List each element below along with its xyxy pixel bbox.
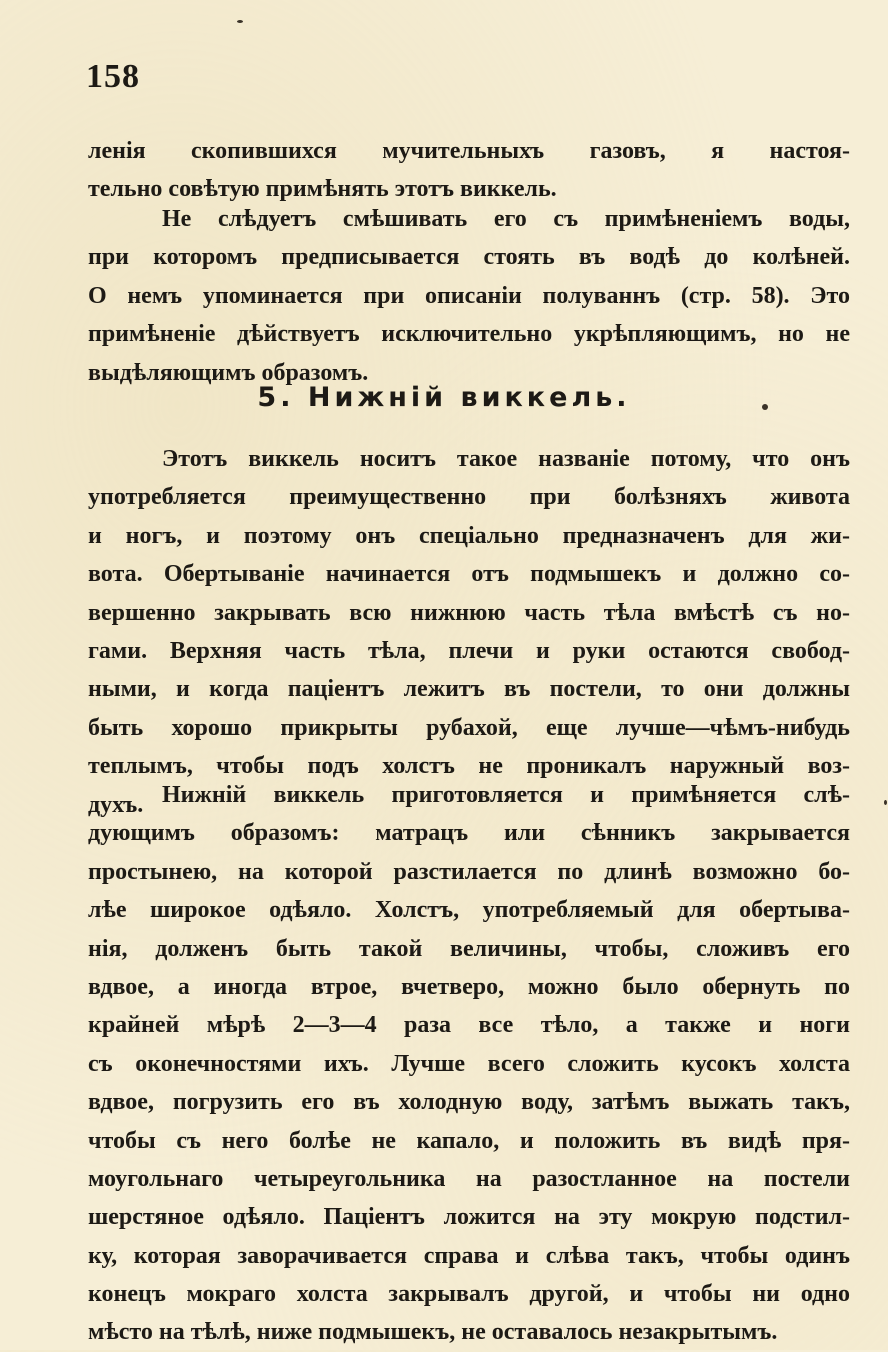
text-line: конецъ мокраго холста закрывалъ другой, и чтобы ни одно [88, 1281, 850, 1308]
text-line: О немъ упоминается при описаніи полуваннъ (стр. 58). Это [88, 282, 850, 309]
text-line: вершенно закрывать всю нижнюю часть тѣла вмѣстѣ съ но- [88, 599, 850, 626]
text-line: ку, которая заворачивается справа и слѣва такъ, чтобы одинъ [88, 1242, 850, 1269]
section-heading: 5. Нижній виккель. [257, 382, 631, 413]
text-line: теплымъ, чтобы подъ холстъ не проникалъ наружный воз- [88, 753, 850, 780]
text-line: Нижній виккель приготовляется и примѣняется слѣ- [162, 782, 850, 808]
text-line: вдвое, погрузить его въ холодную воду, затѣмъ выжать такъ, [88, 1089, 850, 1116]
text-line: выдѣляющимъ образомъ. [88, 359, 369, 386]
paragraph-continuation [88, 132, 850, 209]
text-line: простынею, на которой разстилается по длинѣ возможно бо- [88, 858, 850, 885]
ink-speck [762, 404, 768, 410]
paragraph-preparation [88, 776, 850, 1352]
text-line: чтобы съ него болѣе не капало, и положить въ видѣ пря- [88, 1127, 850, 1154]
text-line: крайней мѣрѣ 2—3—4 раза все тѣло, а также и ноги [88, 1012, 850, 1039]
text-line: моугольнаго четыреугольника на разостланное на постели [88, 1165, 850, 1192]
text-line: нія, долженъ быть такой величины, чтобы, сложивъ его [88, 935, 850, 962]
ink-speck [237, 20, 243, 23]
text-line: шерстяное одѣяло. Паціентъ ложится на эту мокрую подстил- [88, 1204, 850, 1231]
text-line: вдвое, а иногда втрое, вчетверо, можно было обернуть по [88, 973, 850, 1000]
text-line: употребляется преимущественно при болѣзняхъ живота [88, 484, 850, 511]
ink-speck [884, 800, 887, 805]
text-line: гами. Верхняя часть тѣла, плечи и руки остаются свобод- [88, 637, 850, 664]
text-line: лѣе широкое одѣяло. Холстъ, употребляемый для обертыва- [88, 897, 850, 924]
text-line: при которомъ предписывается стоять въ водѣ до колѣней. [88, 244, 850, 271]
text-line: вота. Обертываніе начинается отъ подмышекъ и должно со- [88, 561, 850, 588]
text-line: съ оконечностями ихъ. Лучше всего сложить кусокъ холста [88, 1050, 850, 1077]
text-line: Этотъ виккель носитъ такое названіе потому, что онъ [162, 446, 850, 472]
page-number: 158 [86, 58, 140, 95]
text-line: духъ. [88, 791, 144, 818]
text-line: тельно совѣтую примѣнять этотъ виккель. [88, 176, 557, 203]
text-line: и ногъ, и поэтому онъ спеціально предназначенъ для жи- [88, 522, 850, 549]
text-line: ленія скопившихся мучительныхъ газовъ, я настоя- [88, 138, 850, 164]
text-line: Не слѣдуетъ смѣшивать его съ примѣненіемъ воды, [162, 206, 850, 232]
text-line: быть хорошо прикрыты рубахой, еще лучше—чѣмъ-нибудь [88, 714, 850, 741]
text-line: дующимъ образомъ: матрацъ или сѣнникъ закрывается [88, 820, 850, 847]
text-line: мѣсто на тѣлѣ, ниже подмышекъ, не оставалось незакрытымъ. [88, 1319, 778, 1346]
paragraph-lower-wrap-intro [88, 440, 850, 824]
text-line: ными, и когда паціентъ лежитъ въ постели, то они должны [88, 676, 850, 703]
text-line: примѣненіе дѣйствуетъ исключительно укрѣпляющимъ, но не [88, 321, 850, 348]
paragraph-mixing-note [88, 200, 850, 392]
